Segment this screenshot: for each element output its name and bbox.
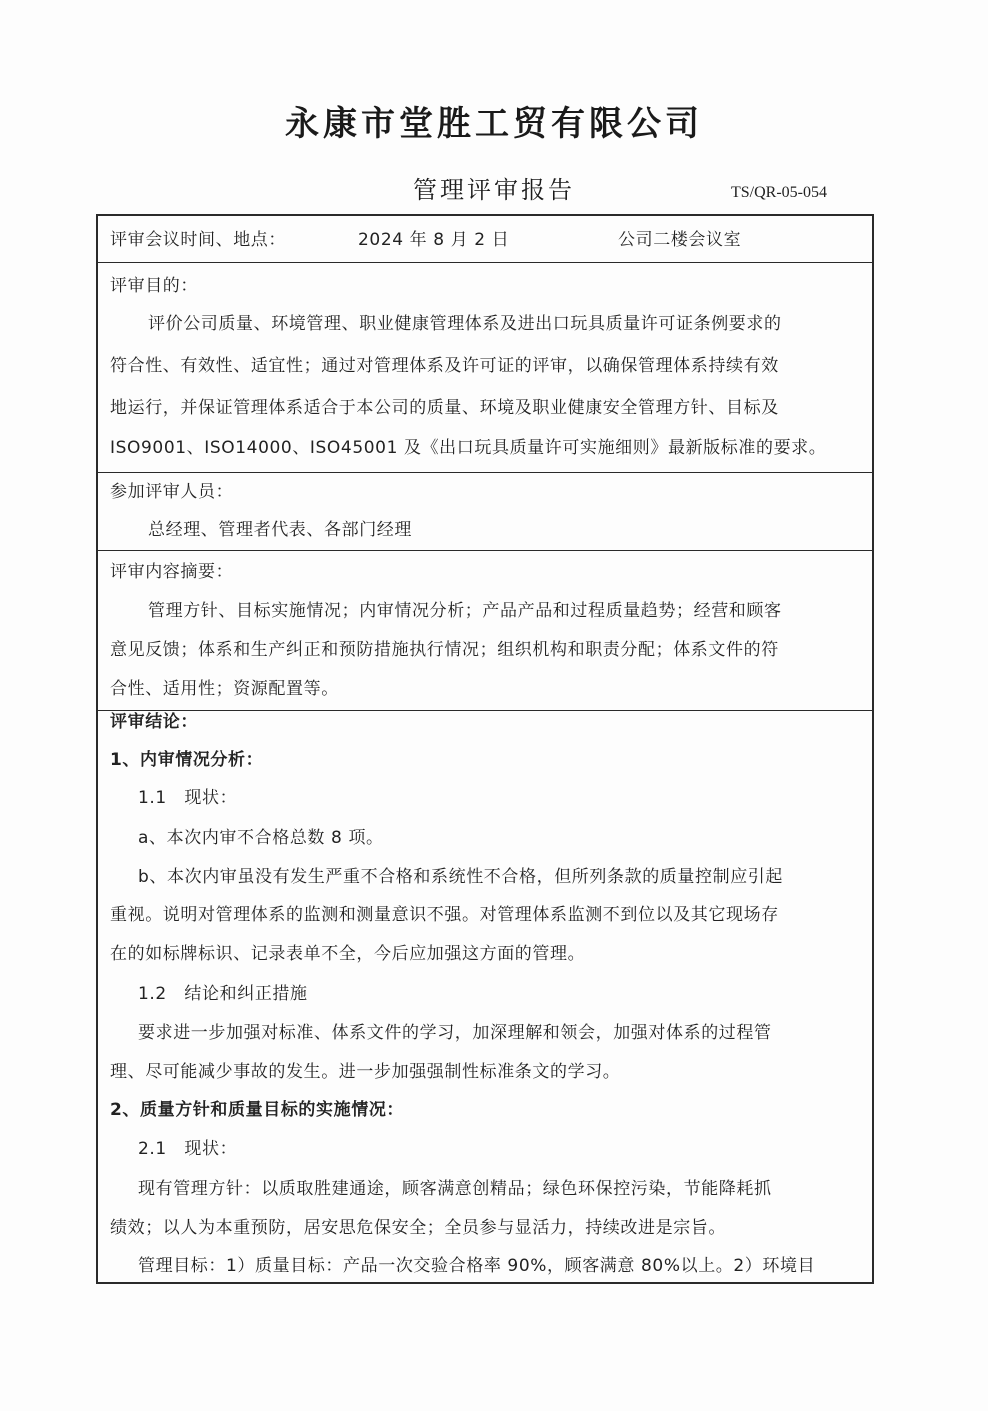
purpose-line-1: 评价公司质量、环境管理、职业健康管理体系及进出口玩具质量许可证条例要求的 bbox=[148, 314, 782, 334]
purpose-line-2: 符合性、有效性、适宜性；通过对管理体系及许可证的评审，以确保管理体系持续有效 bbox=[110, 356, 779, 376]
summary-row bbox=[98, 551, 872, 711]
purpose-line-3: 地运行，并保证管理体系适合于本公司的质量、环境及职业健康安全管理方针、目标及 bbox=[110, 398, 779, 418]
conclusion-line-8: 要求进一步加强对标准、体系文件的学习，加深理解和领会，加强对体系的过程管 bbox=[138, 1023, 772, 1043]
company-name: 永康市堂胜工贸有限公司 bbox=[285, 104, 703, 144]
conclusion-line-13: 绩效；以人为本重预防，居安思危保安全；全员参与显活力，持续改进是宗旨。 bbox=[110, 1218, 726, 1238]
purpose-row bbox=[98, 263, 872, 473]
conclusion-row bbox=[98, 711, 872, 1282]
conclusion-line-1: 1、内审情况分析： bbox=[110, 750, 264, 770]
conclusion-line-4: b、本次内审虽没有发生严重不合格和系统性不合格，但所列条款的质量控制应引起 bbox=[138, 867, 783, 887]
meeting-date: 2024 年 8 月 2 日 bbox=[358, 230, 510, 250]
conclusion-line-14: 管理目标：1）质量目标：产品一次交验合格率 90%，顾客满意 80%以上。2）环境目 bbox=[138, 1256, 816, 1276]
conclusion-label: 评审结论： bbox=[110, 712, 198, 732]
conclusion-line-3: a、本次内审不合格总数 8 项。 bbox=[138, 828, 384, 848]
summary-line-3: 合性、适用性；资源配置等。 bbox=[110, 679, 339, 699]
document-title: 管理评审报告 bbox=[413, 176, 575, 204]
report-table bbox=[96, 214, 874, 1284]
conclusion-line-10: 2、质量方针和质量目标的实施情况： bbox=[110, 1100, 405, 1120]
meeting-row bbox=[98, 216, 872, 263]
conclusion-line-7: 1.2 结论和纠正措施 bbox=[138, 984, 308, 1004]
participants-value: 总经理、管理者代表、各部门经理 bbox=[148, 520, 412, 540]
participants-label: 参加评审人员： bbox=[110, 482, 234, 502]
participants-row bbox=[98, 473, 872, 551]
conclusion-line-9: 理、尽可能减少事故的发生。进一步加强强制性标准条文的学习。 bbox=[110, 1062, 621, 1082]
conclusion-line-6: 在的如标牌标识、记录表单不全，今后应加强这方面的管理。 bbox=[110, 944, 586, 964]
conclusion-line-11: 2.1 现状： bbox=[138, 1139, 238, 1159]
conclusion-line-5: 重视。说明对管理体系的监测和测量意识不强。对管理体系监测不到位以及其它现场存 bbox=[110, 905, 779, 925]
purpose-line-4: ISO9001、ISO14000、ISO45001 及《出口玩具质量许可实施细则》最新版标准的要求。 bbox=[110, 438, 827, 458]
conclusion-line-12: 现有管理方针：以质取胜建通途，顾客满意创精品；绿色环保控污染，节能降耗抓 bbox=[138, 1179, 772, 1199]
summary-label: 评审内容摘要： bbox=[110, 562, 234, 582]
meeting-label: 评审会议时间、地点： bbox=[110, 230, 286, 250]
summary-line-2: 意见反馈；体系和生产纠正和预防措施执行情况；组织机构和职责分配；体系文件的符 bbox=[110, 640, 779, 660]
conclusion-line-2: 1.1 现状： bbox=[138, 788, 238, 808]
document-code: TS/QR-05-054 bbox=[731, 184, 827, 201]
summary-line-1: 管理方针、目标实施情况；内审情况分析；产品产品和过程质量趋势；经营和顾客 bbox=[148, 601, 782, 621]
purpose-label: 评审目的： bbox=[110, 276, 198, 296]
meeting-place: 公司二楼会议室 bbox=[618, 230, 742, 250]
